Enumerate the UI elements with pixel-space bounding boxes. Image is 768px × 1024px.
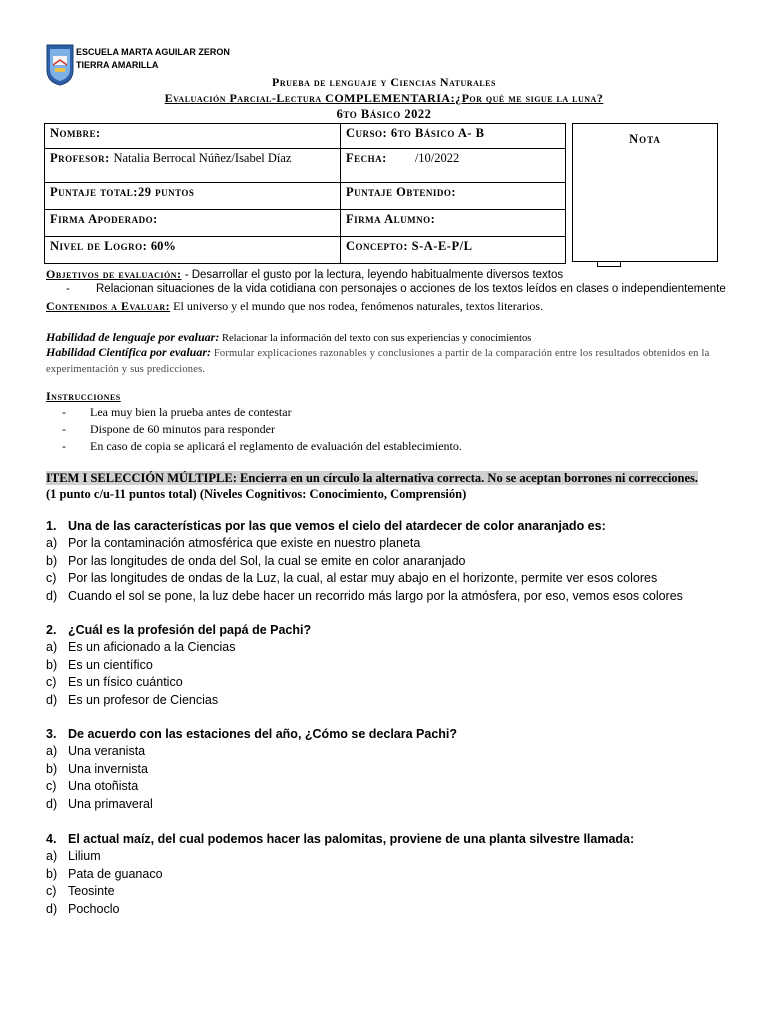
option-text: Pochoclo [68,901,120,916]
question-text: De acuerdo con las estaciones del año, ¿Cómo se declara Pachi? [68,727,458,741]
question-text: Una de las características por las que vemos el cielo del atardecer de color anaranjado es: [68,519,606,533]
answer-option[interactable] [46,692,311,709]
option-text: Es un profesor de Ciencias [68,692,219,707]
answer-option[interactable] [46,743,457,760]
objectives-line2 [66,283,746,295]
profesor-value: Natalia Berrocal Núñez/Isabel Díaz [113,151,292,165]
option-letter: c) [46,884,57,899]
language-ability [46,330,726,345]
question-number: 2. [46,623,57,637]
school-name-line1: ESCUELA MARTA AGUILAR ZERON [76,47,230,57]
option-letter: d) [46,692,58,707]
fecha-label: Fecha: [346,151,387,165]
instruction-item: - Lea muy bien la prueba antes de contestar [62,405,292,419]
science-ability-label: Habilidad Científica por evaluar: [46,345,211,359]
concepto-cell [341,237,566,264]
answer-option[interactable] [46,883,634,900]
option-letter: a) [46,640,58,655]
contents-line [46,299,726,314]
answer-option[interactable] [46,588,683,605]
objectives-label: Objetivos de evaluación: [46,267,182,281]
question-1 [46,518,683,605]
curso-value: 6to Básico A- B [390,126,485,140]
curso-cell [341,124,566,149]
science-ability [46,345,726,377]
option-text: Por las longitudes de onda del Sol, la cual se emite en color anaranjado [68,553,466,568]
profesor-cell [45,149,341,183]
question-text: ¿Cuál es la profesión del papá de Pachi? [68,623,312,637]
question-number: 3. [46,727,57,741]
option-letter: c) [46,779,57,794]
option-letter: d) [46,588,58,603]
school-name [76,46,230,72]
puntaje-total-value: 29 puntos [137,185,195,199]
question-stem [46,831,634,848]
nota-label: Nota [629,132,661,146]
instructions-title [46,389,121,404]
puntaje-obtenido-cell[interactable] [341,183,566,210]
item1-title: ITEM I SELECCIÓN MÚLTIPLE: Encierra en un círculo la alternativa correcta. No se aceptan borrones ni correcciones. [46,471,699,485]
firma-apoderado-label: Firma Apoderado: [50,212,158,226]
option-letter: a) [46,849,58,864]
answer-option[interactable] [46,901,634,918]
answer-option[interactable] [46,848,634,865]
instruction-item: - Dispone de 60 minutos para responder [62,422,275,436]
answer-option[interactable] [46,674,311,691]
option-text: Pata de guanaco [68,866,163,881]
exam-subtitle [0,91,768,106]
objectives-bullet: - [66,283,70,295]
objectives-text2: Relacionan situaciones de la vida cotidiana con personajes o acciones de los textos leídos en clases o independientemente [96,283,726,295]
option-text: Cuando el sol se pone, la luz debe hacer un recorrido más largo por la atmósfera, por eso, vemos esos colores [68,588,683,603]
item1-heading [46,470,698,502]
question-stem [46,518,683,535]
nivel-logro-cell [45,237,341,264]
option-letter: b) [46,553,58,568]
question-number: 1. [46,519,57,533]
option-letter: c) [46,571,57,586]
instructions-list [62,404,462,455]
concepto-value: S-A-E-P/L [411,239,473,253]
nota-box[interactable] [572,123,718,262]
firma-apoderado-cell[interactable] [45,210,341,237]
option-text: Por la contaminación atmosférica que existe en nuestro planeta [68,536,421,551]
exam-subtitle-main: COMPLEMENTARIA:¿Por qué me sigue la luna? [325,91,604,105]
contents-text: El universo y el mundo que nos rodea, fenómenos naturales, textos literarios. [170,299,544,313]
science-ability-text: Formular explicaciones razonables y conclusiones a partir de la comparación entre los resultados obtenidos en la experimentación y sus predicciones. [46,348,710,375]
instruction-text: Lea muy bien la prueba antes de contestar [90,405,292,419]
option-text: Teosinte [68,884,115,899]
fecha-value: /10/2022 [414,151,460,165]
firma-alumno-label: Firma Alumno: [346,212,436,226]
option-letter: c) [46,675,57,690]
profesor-label: Profesor: [50,151,110,165]
option-text: Una veranista [68,744,146,759]
school-name-line2: TIERRA AMARILLA [76,60,159,70]
instruction-item: - En caso de copia se aplicará el reglamento de evaluación del establecimiento. [62,439,462,453]
question-text: El actual maíz, del cual podemos hacer las palomitas, proviene de una planta silvestre llamada: [68,832,635,846]
option-letter: b) [46,866,58,881]
option-text: Es un físico cuántico [68,675,183,690]
concepto-label: Concepto: [346,239,409,253]
answer-option[interactable] [46,553,683,570]
answer-option[interactable] [46,570,683,587]
option-letter: a) [46,536,58,551]
curso-label: Curso: [346,126,388,140]
answer-option[interactable] [46,778,457,795]
question-3 [46,726,457,813]
answer-option[interactable] [46,761,457,778]
answer-option[interactable] [46,866,634,883]
answer-option[interactable] [46,657,311,674]
exam-grade: 6to Básico 2022 [336,107,432,121]
puntaje-obtenido-label: Puntaje Obtenido: [346,185,456,199]
option-text: Por las longitudes de ondas de la Luz, la cual, al estar muy abajo en el horizonte, permite ver esos colores [68,571,658,586]
option-text: Una invernista [68,761,148,776]
exam-title: Prueba de lenguaje y Ciencias Naturales [272,75,496,89]
option-letter: b) [46,657,58,672]
option-text: Es un aficionado a la Ciencias [68,640,236,655]
firma-alumno-cell[interactable] [341,210,566,237]
option-text: Es un científico [68,657,153,672]
language-ability-label: Habilidad de lenguaje por evaluar: [46,330,220,344]
objectives-dash: - [181,269,192,281]
question-2 [46,622,311,709]
objectives-text1: Desarrollar el gusto por la lectura, leyendo habitualmente diversos textos [191,269,564,281]
question-stem [46,622,311,639]
option-text: Lilium [68,849,101,864]
objectives-line [46,267,726,282]
option-letter: a) [46,744,58,759]
item1-subtitle: (1 punto c/u-11 puntos total) (Niveles Cognitivos: Conocimiento, Comprensión) [46,487,467,501]
option-letter: d) [46,901,58,916]
puntaje-total-cell [45,183,341,210]
question-number: 4. [46,832,57,846]
answer-option[interactable] [46,639,311,656]
instructions-title-text: Instrucciones [46,389,121,403]
nombre-cell[interactable] [45,124,341,149]
question-4 [46,831,634,918]
answer-option[interactable] [46,796,457,813]
fecha-cell[interactable] [341,149,566,183]
language-ability-text: Relacionar la información del texto con sus experiencias y conocimientos [219,333,532,344]
nivel-logro-label: Nivel de Logro: [50,239,148,253]
answer-option[interactable] [46,535,683,552]
instruction-text: En caso de copia se aplicará el reglamento de evaluación del establecimiento. [90,439,462,453]
contents-label: Contenidos a Evaluar: [46,299,171,313]
option-text: Una primaveral [68,796,153,811]
student-info-table [44,123,566,264]
puntaje-total-label: Puntaje total: [50,185,138,199]
option-letter: b) [46,761,58,776]
nivel-logro-value: 60% [150,239,176,253]
instruction-text: Dispone de 60 minutos para responder [90,422,275,436]
option-letter: d) [46,796,58,811]
nombre-label: Nombre: [50,126,101,140]
option-text: Una otoñista [68,779,139,794]
exam-subtitle-prefix: Evaluación Parcial-Lectura [164,91,326,105]
question-stem [46,726,457,743]
